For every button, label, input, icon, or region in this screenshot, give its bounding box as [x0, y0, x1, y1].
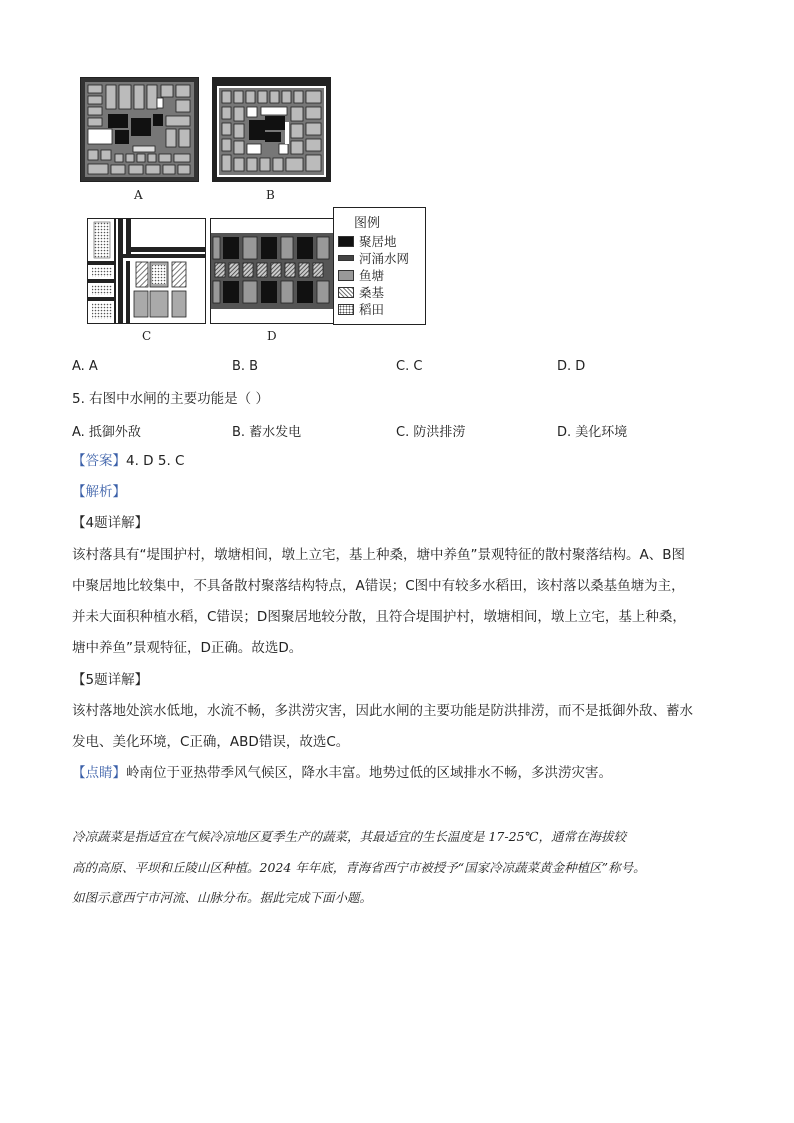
legend-item-waterway: 河涌水网	[338, 250, 409, 266]
legend-item-fishpond: 鱼塘	[338, 267, 384, 283]
caption-b: B	[266, 188, 275, 202]
analysis-tag: 【解析】	[72, 484, 126, 500]
passage-line: 如图示意西宁市河流、山脉分布。据此完成下面小题。	[72, 890, 373, 905]
q5-detail-line: 发电、美化环境，C正确，ABD错误，故选C。	[72, 734, 350, 750]
q4-option-a: A. A	[72, 359, 98, 374]
legend-swatch-paddy	[338, 304, 354, 315]
q4-detail-tag: 【4题详解】	[72, 515, 149, 531]
map-b	[212, 77, 331, 182]
map-d	[210, 218, 334, 324]
legend-item-settlement: 聚居地	[338, 233, 397, 249]
legend-item-paddy: 稻田	[338, 301, 384, 317]
legend-swatch-settlement	[338, 236, 354, 247]
answer-text: 4. D 5. C	[126, 453, 185, 469]
q4-detail-line: 该村落具有“堤围护村，墩塘相间，墩上立宅，基上种桑，塘中养鱼”景观特征的散村聚落结构。A、B图	[72, 547, 685, 563]
answer-line	[72, 451, 184, 471]
answer-tag: 【答案】	[72, 453, 126, 469]
q5-detail-tag: 【5题详解】	[72, 672, 149, 688]
q5-detail-line: 该村落地处滨水低地，水流不畅，多洪涝灾害，因此水闸的主要功能是防洪排涝，而不是抵御外敌、蓄水	[72, 703, 693, 719]
legend-swatch-fishpond	[338, 270, 354, 281]
map-legend	[333, 207, 426, 325]
map-b-graphic	[213, 78, 330, 181]
tip-line	[72, 763, 612, 783]
q4-option-c: C. C	[396, 359, 423, 374]
q5-option-d: D. 美化环境	[557, 425, 628, 440]
caption-c: C	[142, 329, 152, 343]
q4-detail-line: 并未大面积种植水稻，C错误；D图聚居地较分散，且符合堤围护村，墩塘相间，墩上立宅，基上种桑，	[72, 609, 686, 625]
q4-option-d: D. D	[557, 359, 586, 374]
q4-detail-line: 中聚居地比较集中，不具备散村聚落结构特点，A错误；C图中有较多水稻田，该村落以桑基鱼塘为主，	[72, 578, 685, 594]
caption-d: D	[267, 329, 277, 343]
passage-line: 冷凉蔬菜是指适宜在气候冷凉地区夏季生产的蔬菜，其最适宜的生长温度是 17-25℃，通常在海拔较	[72, 829, 626, 844]
legend-title: 图例	[354, 216, 381, 231]
passage-line: 高的高原、平坝和丘陵山区种植。2024 年年底，青海省西宁市被授予“国家冷凉蔬菜黄金种植区”称号。	[72, 860, 646, 875]
map-c	[87, 218, 206, 324]
map-d-graphic	[211, 219, 333, 323]
legend-swatch-mulberry	[338, 287, 354, 298]
q4-option-b: B. B	[232, 359, 259, 374]
q4-detail-line: 塘中养鱼”景观特征，D正确。故选D。	[72, 640, 303, 656]
q5-option-a: A. 抵御外敌	[72, 425, 141, 440]
map-a-graphic	[81, 78, 198, 181]
tip-tag: 【点睛】	[72, 765, 126, 781]
legend-item-mulberry: 桑基	[338, 284, 384, 300]
q5-stem: 5. 右图中水闸的主要功能是（ ）	[72, 391, 269, 407]
map-a	[80, 77, 199, 182]
legend-swatch-waterway	[338, 255, 354, 261]
tip-text: 岭南位于亚热带季风气候区，降水丰富。地势过低的区域排水不畅，多洪涝灾害。	[126, 765, 612, 781]
map-c-graphic	[88, 219, 205, 323]
caption-a: A	[134, 188, 143, 202]
q5-option-c: C. 防洪排涝	[396, 425, 466, 440]
q5-option-b: B. 蓄水发电	[232, 425, 302, 440]
